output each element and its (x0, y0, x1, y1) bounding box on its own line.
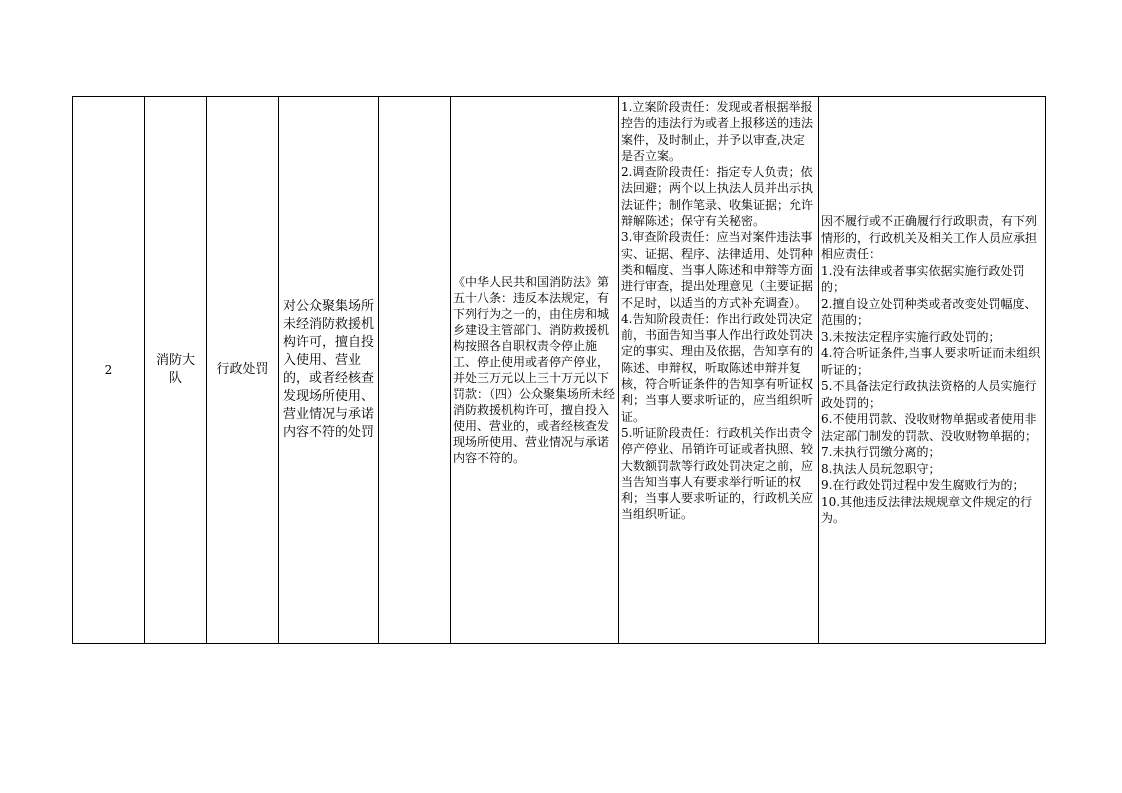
row-number: 2 (73, 97, 145, 643)
legal-basis: 《中华人民共和国消防法》第五十八条：违反本法规定，有下列行为之一的，由住房和城乡建设主管部门、消防救援机构按照各自职权责令停止施工、停止使用或者停产停业，并处三万元以上三十万元以下罚款：（四）公众聚集场所未经消防救援机构许可，擅自投入使用、营业的，或者经核查发现场所使用、营业情况与承诺内容不符的。 (451, 97, 619, 643)
accountability-circumstances: 因不履行或不正确履行行政职责，有下列情形的，行政机关及相关工作人员应承担相应责任： 1.没有法律或者事实依据实施行政处罚的； 2.擅自设立处罚种类或者改变处罚幅度、范围的； 3.未按法定程序实施行政处罚的； 4.符合听证条件,当事人要求听证而未组织听证的； 5.不具备法定行政执法资格的人员实施行政处罚的； 6.不使用罚款、没收财物单据或者使用非法定部门制发的罚款、没收财物单据的； 7.未执行罚缴分离的； 8.执法人员玩忽职守； 9.在行政处罚过程中发生腐败行为的； 10.其他违反法律法规规章文件规定的行为。 (821, 214, 1041, 526)
power-type: 行政处罚 (207, 97, 279, 643)
empty-column-cell (379, 97, 451, 643)
power-list-table (72, 96, 1046, 644)
responsibility-matters: 1.立案阶段责任：发现或者根据举报控告的违法行为或者上报移送的违法案件，及时制止，并予以审查,决定是否立案。 2.调查阶段责任：指定专人负责；依法回避；两个以上执法人员并出示执法证件；制作笔录、收集证据；允许辩解陈述；保守有关秘密。 3.审查阶段责任：应当对案件违法事实、证据、程序、法律适用、处罚种类和幅度、当事人陈述和申辩等方面进行审查，提出处理意见（主要证据不足时，以适当的方式补充调查）。 4.告知阶段责任：作出行政处罚决定前，书面告知当事人作出行政处罚决定的事实、理由及依据，告知享有的陈述、申辩权，听取陈述申辩并复核，符合听证条件的告知享有听证权利；当事人要求听证的，应当组织听证。 5.听证阶段责任：行政机关作出责令停产停业、吊销许可证或者执照、较大数额罚款等行政处罚决定之前，应当告知当事人有要求举行听证的权利；当事人要求听证的，行政机关应当组织听证。 (619, 97, 819, 643)
power-item-name: 对公众聚集场所未经消防救援机构许可，擅自投入使用、营业的，或者经核查发现场所使用、营业情况与承诺内容不符的处罚 (279, 97, 379, 643)
implementing-unit: 消防大 队 (145, 97, 207, 643)
